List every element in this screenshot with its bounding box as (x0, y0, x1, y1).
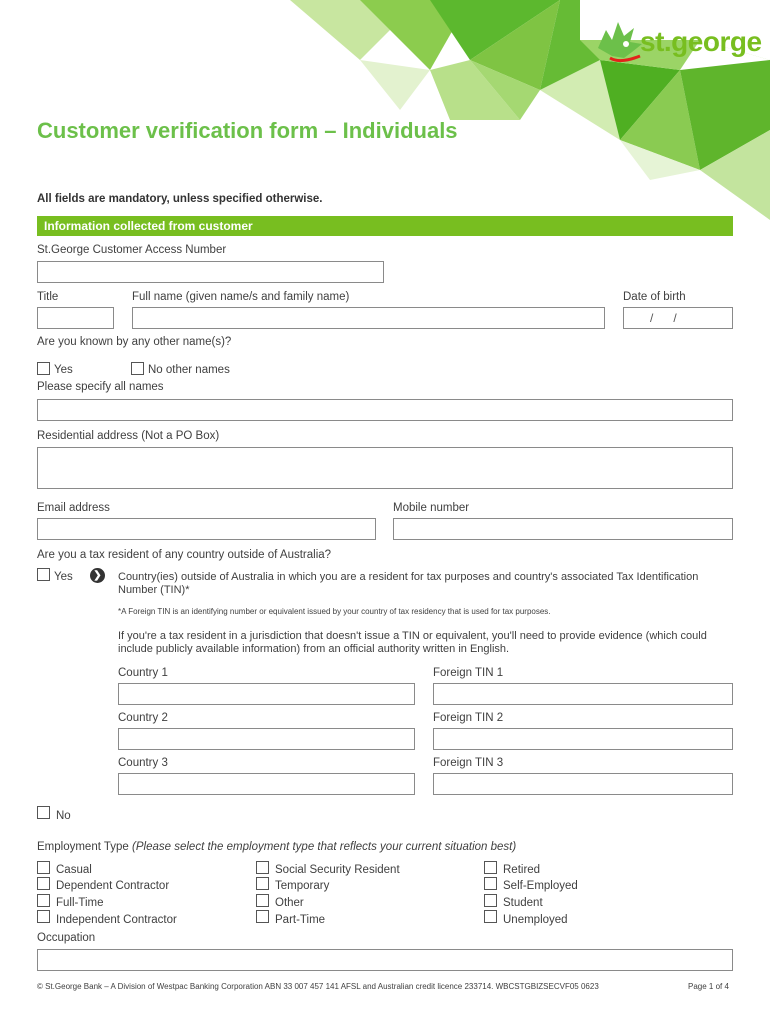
employment-self-employed-label: Self-Employed (503, 880, 578, 892)
employment-unemployed-checkbox[interactable] (484, 910, 497, 923)
no-other-names-label: No other names (148, 364, 230, 376)
occupation-label: Occupation (37, 932, 96, 944)
country-1-label: Country 1 (118, 667, 168, 679)
employment-type-text: Employment Type (37, 841, 129, 853)
tin-footnote: *A Foreign TIN is an identifying number or equivalent issued by your country of tax residency that is used for tax purposes. (118, 607, 551, 616)
tax-no-checkbox[interactable] (37, 806, 50, 819)
employment-student-checkbox[interactable] (484, 894, 497, 907)
mobile-input[interactable] (393, 518, 733, 540)
employment-social-security-checkbox[interactable] (256, 861, 269, 874)
employment-independent-contractor-label: Independent Contractor (56, 914, 177, 926)
employment-part-time-checkbox[interactable] (256, 910, 269, 923)
mandatory-note: All fields are mandatory, unless specified otherwise. (37, 193, 323, 205)
country-2-label: Country 2 (118, 712, 168, 724)
employment-self-employed-checkbox[interactable] (484, 877, 497, 890)
title-label: Title (37, 291, 59, 303)
other-names-yes-label: Yes (54, 364, 73, 376)
page-number: Page 1 of 4 (688, 982, 729, 991)
address-label: Residential address (Not a PO Box) (37, 430, 220, 442)
evidence-text-1: If you're a tax resident in a jurisdiction that doesn't issue a TIN or equivalent, you'll need to provide evidence (which could (118, 630, 707, 642)
footer-legal: © St.George Bank – A Division of Westpac Banking Corporation ABN 33 007 457 141 AFSL and Australian credit licence 233714. WBCSTGBIZSECVF05 0623 (37, 982, 599, 991)
tax-yes-checkbox[interactable] (37, 568, 50, 581)
employment-retired-label: Retired (503, 864, 541, 876)
tax-question: Are you a tax resident of any country outside of Australia? (37, 549, 332, 561)
fullname-input[interactable] (132, 307, 605, 329)
tin-2-label: Foreign TIN 2 (433, 712, 504, 724)
tin-1-input[interactable] (433, 683, 733, 705)
other-names-question: Are you known by any other name(s)? (37, 336, 232, 348)
employment-temporary-checkbox[interactable] (256, 877, 269, 890)
tax-countries-text-1: Country(ies) outside of Australia in which you are a resident for tax purposes and country's associated Tax Identification (118, 571, 699, 583)
occupation-input[interactable] (37, 949, 733, 971)
no-other-names-checkbox[interactable] (131, 362, 144, 375)
country-3-input[interactable] (118, 773, 415, 795)
employment-full-time-checkbox[interactable] (37, 894, 50, 907)
brand-logo: st.george (640, 26, 762, 57)
employment-independent-contractor-checkbox[interactable] (37, 910, 50, 923)
tin-2-input[interactable] (433, 728, 733, 750)
tax-yes-label: Yes (54, 571, 73, 583)
section-title: Information collected from customer (44, 219, 253, 233)
dob-input[interactable] (623, 307, 733, 329)
employment-student-label: Student (503, 897, 543, 909)
can-input[interactable] (37, 261, 384, 283)
employment-other-checkbox[interactable] (256, 894, 269, 907)
employment-unemployed-label: Unemployed (503, 914, 568, 926)
employment-retired-checkbox[interactable] (484, 861, 497, 874)
dob-label: Date of birth (623, 291, 686, 303)
country-3-label: Country 3 (118, 757, 168, 769)
dob-separators: / / (650, 311, 677, 325)
tax-countries-text-2: Number (TIN)* (118, 584, 190, 596)
title-input[interactable] (37, 307, 114, 329)
employment-label (37, 841, 516, 853)
tin-3-input[interactable] (433, 773, 733, 795)
address-input[interactable] (37, 447, 733, 489)
tin-3-label: Foreign TIN 3 (433, 757, 504, 769)
other-names-yes-checkbox[interactable] (37, 362, 50, 375)
tin-1-label: Foreign TIN 1 (433, 667, 504, 679)
employment-temporary-label: Temporary (275, 880, 330, 892)
email-input[interactable] (37, 518, 376, 540)
email-label: Email address (37, 502, 110, 514)
employment-dependent-contractor-checkbox[interactable] (37, 877, 50, 890)
page-title: Customer verification form – Individuals (37, 118, 458, 143)
employment-casual-checkbox[interactable] (37, 861, 50, 874)
employment-dependent-contractor-label: Dependent Contractor (56, 880, 170, 892)
employment-hint: (Please select the employment type that reflects your current situation best) (132, 841, 517, 853)
employment-social-security-label: Social Security Resident (275, 864, 400, 876)
country-1-input[interactable] (118, 683, 415, 705)
evidence-text-2: include publicly available information) from an official authority written in English. (118, 643, 510, 655)
employment-part-time-label: Part-Time (275, 914, 326, 926)
other-names-input[interactable] (37, 399, 733, 421)
specify-names-label: Please specify all names (37, 381, 164, 393)
employment-casual-label: Casual (56, 864, 92, 876)
fullname-label: Full name (given name/s and family name) (132, 291, 350, 303)
can-label: St.George Customer Access Number (37, 244, 227, 256)
employment-other-label: Other (275, 897, 304, 909)
employment-full-time-label: Full-Time (56, 897, 104, 909)
country-2-input[interactable] (118, 728, 415, 750)
mobile-label: Mobile number (393, 502, 470, 514)
arrow-right-icon: ❯ (90, 568, 105, 583)
tax-no-label: No (56, 810, 71, 822)
